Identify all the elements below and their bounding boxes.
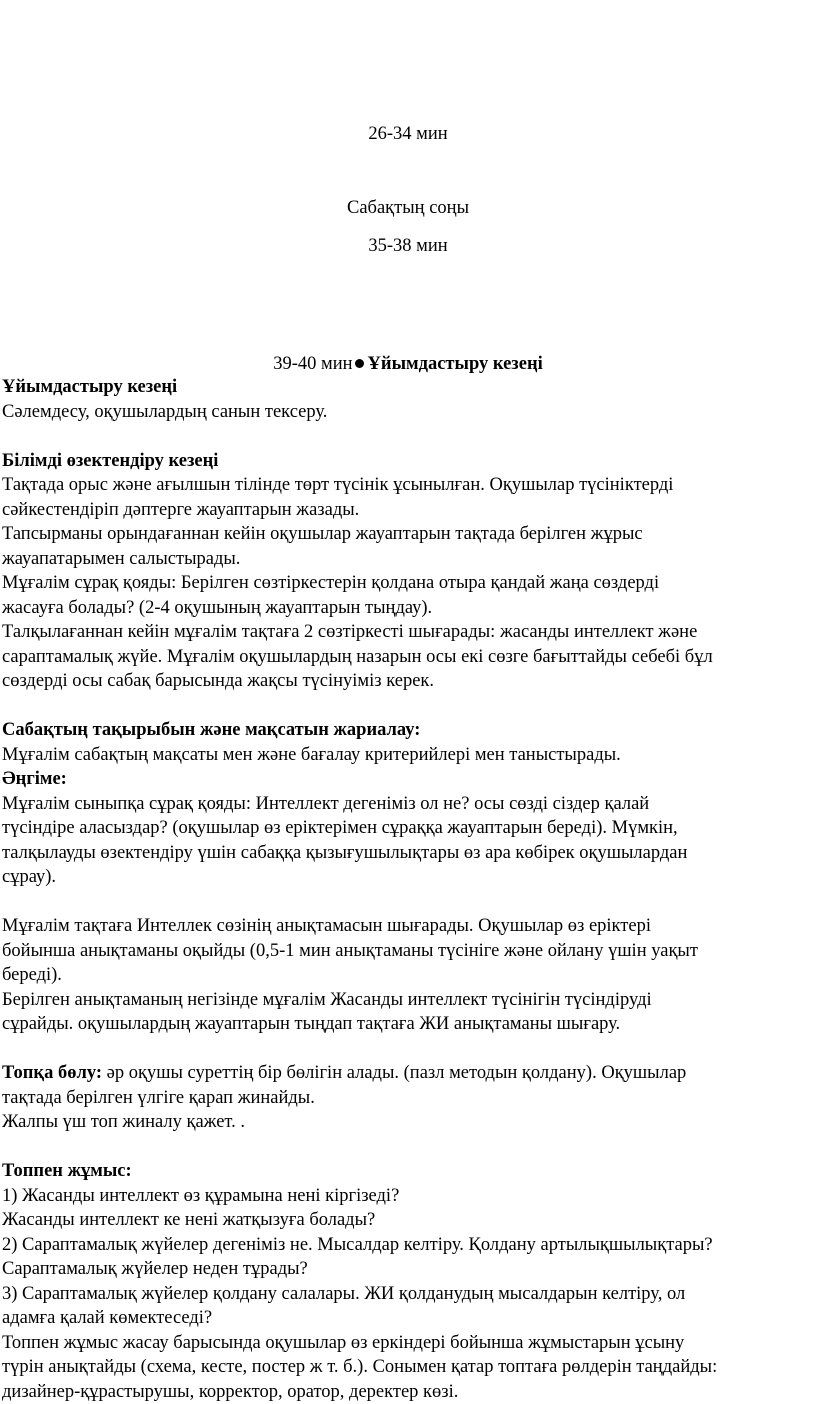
time-26-34: 26-34 мин [0, 122, 816, 147]
question-line: 2) Сараптамалық жүйелер дегеніміз не. Мысалдар келтіру. Қолдану артылықшылықтары? [2, 1233, 814, 1258]
text-line: Талқылағаннан кейін мұғалім тақтаға 2 сөзтіркесті шығарады: жасанды интеллект және [2, 620, 814, 645]
time-35-38: 35-38 мин [0, 234, 816, 259]
text-line: сұрау). [2, 865, 814, 890]
goal-title: Сабақтың тақырыбын және мақсатын жариалау: [2, 720, 420, 740]
text-line: жауапатарымен салыстырады. [2, 547, 814, 572]
text-line: сараптамалық жүйе. Мұғалім оқушылардың назарын осы екі сөзге бағыттайды себебі бұл [2, 645, 814, 670]
work-title: Топпен жұмыс: [2, 1161, 132, 1181]
question-line: Жасанды интеллект ке нені жатқызуға болады? [2, 1208, 814, 1233]
text-line: Мұғалім сыныпқа сұрақ қояды: Интеллект дегеніміз ол не? осы сөзді сіздер қалай [2, 792, 814, 817]
text-line: сөздерді осы сабақ барысында жақсы түсінуіміз керек. [2, 669, 814, 694]
talk-title: Әңгіме: [2, 769, 67, 789]
text-line: түсіндіре аласыздар? (оқушылар өз еріктерімен сұраққа жауаптарын береді). Мүмкін, [2, 816, 814, 841]
group-line [2, 1061, 814, 1086]
text-line: Тапсырманы орындағаннан кейін оқушылар жауаптарын тақтада берілген жұрыс [2, 522, 814, 547]
lesson-end-label: Сабақтың соңы [0, 196, 816, 221]
text-line: сәйкестендіріп дәптерге жауаптарын жазады. [2, 498, 814, 523]
text-line: тақтада берілген үлгіге қарап жинайды. [2, 1086, 814, 1111]
goal-text: Мұғалім сабақтың мақсаты мен және бағалау критерийлері мен таныстырады. [2, 743, 814, 768]
org-text: Сәлемдесу, оқушылардың санын тексеру. [2, 400, 814, 425]
bullet-icon [355, 359, 364, 368]
time-39-40-line [0, 352, 816, 377]
org-heading-inline: Ұйымдастыру кезеңі [368, 354, 543, 374]
text-line: Мұғалім сұрақ қояды: Берілген сөзтіркестерін қолдана отыра қандай жаңа сөздерді [2, 571, 814, 596]
text-line: түрін анықтайды (схема, кесте, постер ж т. б.). Сонымен қатар топтаға рөлдерін таңдайды: [2, 1355, 814, 1380]
text-line: береді). [2, 963, 814, 988]
text-line: жасауға болады? (2-4 оқушының жауаптарын тыңдау). [2, 596, 814, 621]
text-line: Берілген анықтаманың негізінде мұғалім Жасанды интеллект түсінігін түсіндіруді [2, 988, 814, 1013]
question-line: адамға қалай көмектеседі? [2, 1306, 814, 1331]
text-line: Жалпы үш топ жиналу қажет. . [2, 1110, 814, 1135]
knowledge-title: Білімді өзектендіру кезеңі [2, 451, 218, 471]
text-line: сұрайды. оқушылардың жауаптарын тыңдап тақтаға ЖИ анықтаманы шығару. [2, 1012, 814, 1037]
text-line: Тақтада орыс және ағылшын тілінде төрт түсінік ұсынылған. Оқушылар түсініктерді [2, 473, 814, 498]
time-39-40: 39-40 мин [273, 354, 352, 374]
text-line: Топпен жұмыс жасау барысында оқушылар өз еркіндері бойынша жұмыстарын ұсыну [2, 1331, 814, 1356]
group-label: Топқа бөлу: [2, 1063, 102, 1083]
lesson-body [2, 375, 814, 1404]
question-line: 1) Жасанды интеллект өз құрамына нені кіргізеді? [2, 1184, 814, 1209]
text-line: талқылауды өзектендіру үшін сабаққа қызығушылықтары өз ара көбірек оқушылардан [2, 841, 814, 866]
text-line: дизайнер-құрастырушы, корректор, оратор, деректер көзі. [2, 1380, 814, 1404]
org-title: Ұйымдастыру кезеңі [2, 377, 177, 397]
question-line: Сараптамалық жүйелер неден тұрады? [2, 1257, 814, 1282]
question-line: 3) Сараптамалық жүйелер қолдану салалары. ЖИ қолданудың мысалдарын келтіру, ол [2, 1282, 814, 1307]
group-text: әр оқушы суреттің бір бөлігін алады. (пазл методын қолдану). Оқушылар [102, 1063, 686, 1083]
text-line: Мұғалім тақтаға Интеллек сөзінің анықтамасын шығарады. Оқушылар өз еріктері [2, 914, 814, 939]
text-line: бойынша анықтаманы оқыйды (0,5-1 мин анықтаманы түсініге және ойлану үшін уақыт [2, 939, 814, 964]
